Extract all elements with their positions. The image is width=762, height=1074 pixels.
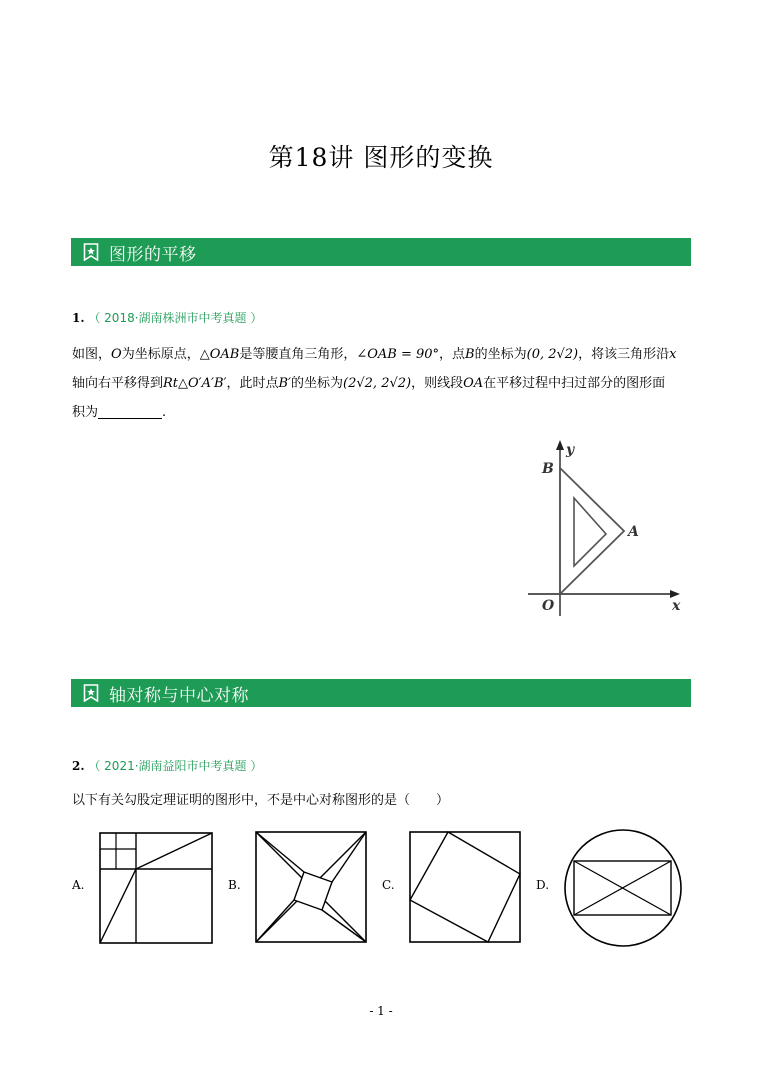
option-label-d[interactable]: D. xyxy=(536,878,550,892)
bookmark-star-icon xyxy=(83,243,99,261)
bookmark-star-icon xyxy=(83,684,99,702)
section-title: 轴对称与中心对称 xyxy=(109,685,249,706)
page-number: - 1 - xyxy=(369,1004,393,1018)
option-b-figure[interactable] xyxy=(254,830,368,944)
option-label-a[interactable]: A. xyxy=(72,878,85,892)
question-source: （ 2021·湖南益阳市中考真题 ） xyxy=(88,759,263,773)
point-label-a: A xyxy=(628,524,639,540)
question-source: （ 2018·湖南株洲市中考真题 ） xyxy=(88,311,263,325)
question-line: 积为 . xyxy=(72,405,167,420)
section-header-symmetry xyxy=(71,679,691,707)
coordinate-figure xyxy=(520,436,690,620)
option-d-figure[interactable] xyxy=(562,828,684,948)
question-body xyxy=(72,786,692,815)
option-label-b[interactable]: B. xyxy=(228,878,241,892)
x-axis-label: x xyxy=(672,598,681,614)
point-label-b: B xyxy=(542,461,554,477)
origin-label: O xyxy=(542,598,555,614)
question-line: 如图，O为坐标原点，△OAB是等腰直角三角形，∠OAB = 90°，点B的坐标为(0, 2√2)，将该三角形沿x xyxy=(72,347,677,362)
section-title: 图形的平移 xyxy=(109,244,197,265)
page-title: 第18讲 图形的变换 xyxy=(268,143,494,172)
question-header xyxy=(72,309,262,326)
y-axis-label: y xyxy=(566,442,575,458)
question-number: 2. xyxy=(72,759,85,773)
option-c-figure[interactable] xyxy=(408,830,522,944)
section-header-translation xyxy=(71,238,691,266)
question-body xyxy=(72,340,692,427)
option-label-c[interactable]: C. xyxy=(382,878,395,892)
question-number: 1. xyxy=(72,311,85,325)
answer-blank[interactable] xyxy=(98,404,162,419)
option-a-figure[interactable] xyxy=(98,831,214,945)
question-text: 以下有关勾股定理证明的图形中，不是中心对称图形的是（ ） xyxy=(72,793,450,808)
question-header xyxy=(72,757,262,774)
question-line: 轴向右平移得到Rt△O′A′B′，此时点B′的坐标为(2√2, 2√2)，则线段OA在平移过程中扫过部分的图形面 xyxy=(72,376,666,391)
